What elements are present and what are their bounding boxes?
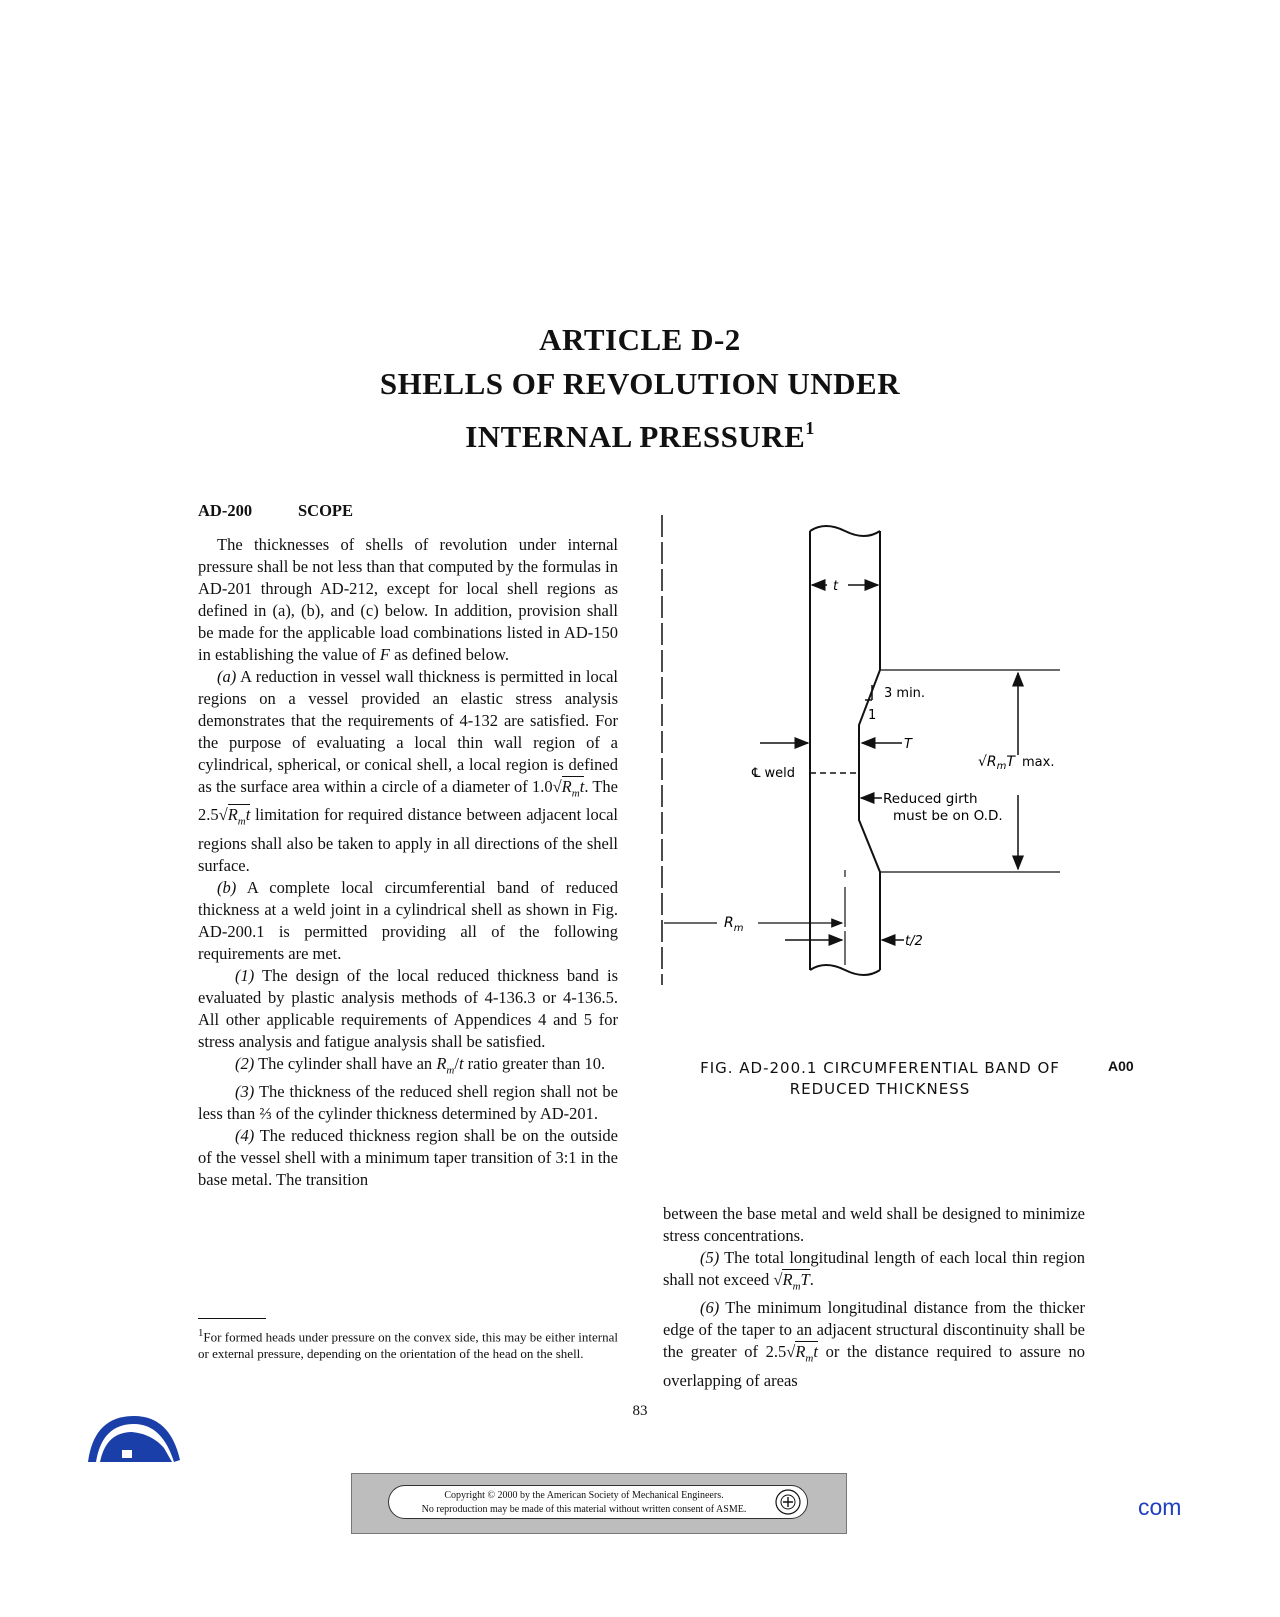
revision-mark: A00 [1108, 1058, 1134, 1074]
item-b: (b) A complete local circumferential band of reduced thickness at a weld joint in a cylindrical shell as shown in Fig. AD-200.1 is permitted providing all of the following requirements are met. [198, 877, 618, 963]
article-title-line-3: INTERNAL PRESSURE$^1$ [465, 418, 815, 454]
requirement-2: (2) The cylinder shall have an $R_m/t$ ratio greater than 10. [235, 1053, 606, 1076]
logo-icon [84, 1412, 184, 1464]
label-reduced-girth: Reduced girth [883, 791, 978, 807]
figure-ad-200-1 [660, 515, 1120, 1015]
label-Rm: $R_m$ [724, 915, 744, 934]
watermark-com: com [1138, 1494, 1182, 1520]
label-must-be-od: must be on O.D. [893, 808, 1003, 824]
figure-diagram [660, 515, 1120, 1015]
copyright-text: Copyright © 2000 by the American Society of Mechanical Engineers. No reproduction may be made of this material without written consent of ASME. [388, 1485, 808, 1519]
article-title [300, 318, 980, 459]
label-t: t [833, 579, 839, 594]
article-title-line-2: SHELLS OF REVOLUTION UNDER [379, 366, 901, 401]
section-number: AD-200 [198, 501, 253, 520]
requirement-6: (6) The minimum longitudinal distance from the thicker edge of the taper to an adjacent structural discontinuity shall be the greater of $2.5√R_mt$ or the distance required to assure no overlapping of areas [663, 1298, 1086, 1390]
label-1: 1 [868, 708, 877, 723]
publisher-logo [84, 1412, 184, 1464]
figure-caption: FIG. AD-200.1 CIRCUMFERENTIAL BAND OF REDUCED THICKNESS [700, 1059, 1060, 1098]
asme-seal-icon [775, 1489, 801, 1515]
article-number: ARTICLE D-2 [539, 322, 741, 357]
right-column [663, 1203, 1085, 1392]
label-t-half: t/2 [905, 934, 923, 949]
label-T: T [904, 737, 912, 752]
section-title: SCOPE [298, 501, 354, 520]
requirement-4: (4) The reduced thickness region shall be on the outside of the vessel shell with a minimum taper transition of 3:1 in the base metal. The transition [198, 1125, 618, 1189]
page-number: 83 [632, 1403, 648, 1419]
requirement-5: (5) The total longitudinal length of each local thin region shall not exceed $√R_mT$. [663, 1248, 1085, 1293]
label-max: max. [1022, 755, 1055, 770]
scope-paragraph: The thicknesses of shells of revolution under internal pressure shall be not less than that computed by the formulas in AD-201 through AD-212, except for local shell regions as defined in (a), (b), and (c) below. In addition, provision shall be made for the applicable load combinations listed in AD-150 in establishing the value of F as defined below. [198, 535, 618, 664]
footnote-rule [198, 1318, 266, 1319]
item-a: (a) A reduction in vessel wall thickness is permitted in local regions on a vessel provided an elastic stress analysis demonstrates that the requirements of 4-132 are satisfied. For the purpose of evaluating a local thin wall region of a cylindrical, spherical, or conical shell, a local region is defined as the surface area within a circle of a diameter of $1.0√R_mt$. The $2.5√R_mt$ limitation for required distance between adjacent local regions shall also be taken to apply in all directions of the shell surface. [198, 667, 619, 875]
footnote: $^1$For formed heads under pressure on the convex side, this may be either internal or external pressure, depending on the orientation of the head on the shell. [198, 1327, 618, 1362]
section-heading [198, 500, 618, 522]
requirement-3: (3) The thickness of the reduced shell region shall not be less than ⅔ of the cylinder thickness determined by AD-201. [198, 1081, 618, 1123]
top-break [810, 526, 880, 536]
label-3-min: 3 min. [884, 686, 926, 701]
copyright-banner [351, 1473, 847, 1534]
continued-paragraph: between the base metal and weld shall be designed to minimize stress concentrations. [663, 1204, 1085, 1245]
bottom-break [810, 965, 880, 975]
left-column [198, 500, 618, 1191]
footnote-ref: 1 [805, 418, 815, 438]
shell-outer-wall [859, 531, 880, 970]
label-weld: ℄ weld [752, 766, 795, 781]
requirement-1: (1) The design of the local reduced thickness band is evaluated by plastic analysis methods of 4-136.3 or 4-136.5. All other applicable requirements of Appendices 4 and 5 for stress analysis and fatigue analysis shall be satisfied. [198, 965, 619, 1051]
label-sqrt-rmT: $√R_mT$ [978, 754, 1015, 772]
